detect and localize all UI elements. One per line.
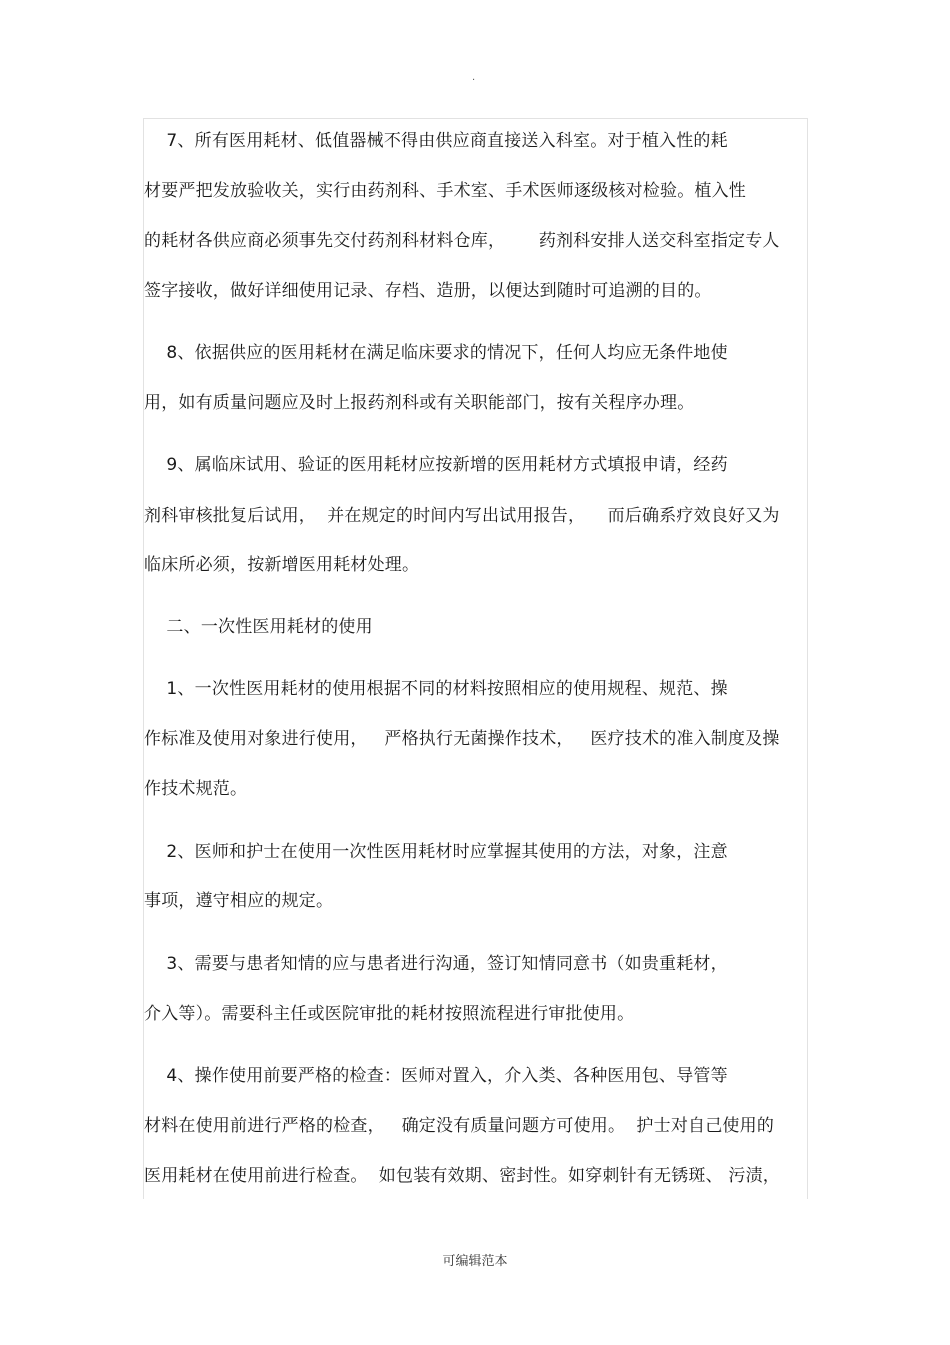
text-line: 作技术规范。 xyxy=(144,779,248,799)
page-top-mark: . xyxy=(472,72,476,83)
text-line: 用，如有质量问题应及时上报药剂科或有关职能部门，按有关程序办理。 xyxy=(144,393,695,413)
text-line: 材要严把发放验收关，实行由药剂科、手术室、手术医师逐级核对检验。植入性 xyxy=(144,181,746,201)
text-line: 签字接收，做好详细使用记录、存档、造册，以便达到随时可追溯的目的。 xyxy=(144,281,712,301)
text-line: 3、需要与患者知情的应与患者进行沟通，签订知情同意书（如贵重耗材， xyxy=(144,954,728,974)
text-line: 2、医师和护士在使用一次性医用耗材时应掌握其使用的方法，对象，注意 xyxy=(144,842,728,862)
text-line: 介入等）。需要科主任或医院审批的耗材按照流程进行审批使用。 xyxy=(144,1004,635,1024)
text-line: 的耗材各供应商必须事先交付药剂科材料仓库， 药剂科安排人送交科室指定专人 xyxy=(144,231,780,251)
text-line: 9、属临床试用、验证的医用耗材应按新增的医用耗材方式填报申请，经药 xyxy=(144,455,728,475)
text-line: 4、操作使用前要严格的检查：医师对置入，介入类、各种医用包、导管等 xyxy=(144,1066,728,1086)
text-line: 事项，遵守相应的规定。 xyxy=(144,891,334,911)
text-line: 临床所必须，按新增医用耗材处理。 xyxy=(144,555,420,575)
text-line: 1、一次性医用耗材的使用根据不同的材料按照相应的使用规程、规范、操 xyxy=(144,679,728,699)
text-line: 8、依据供应的医用耗材在满足临床要求的情况下，任何人均应无条件地使 xyxy=(144,343,728,363)
text-line: 作标准及使用对象进行使用， 严格执行无菌操作技术， 医疗技术的准入制度及操 xyxy=(144,729,780,749)
text-line: 材料在使用前进行严格的检查， 确定没有质量问题方可使用。 护士对自己使用的 xyxy=(144,1116,775,1136)
text-line: 7、所有医用耗材、低值器械不得由供应商直接送入科室。对于植入性的耗 xyxy=(144,131,728,151)
text-line: 医用耗材在使用前进行检查。 如包装有效期、密封性。如穿刺针有无锈斑、 污渍， xyxy=(144,1166,781,1186)
section-heading: 二、一次性医用耗材的使用 xyxy=(144,617,373,637)
page-footer: 可编辑范本 xyxy=(442,1254,508,1269)
text-line: 剂科审核批复后试用， 并在规定的时间内写出试用报告， 而后确系疗效良好又为 xyxy=(144,506,780,526)
